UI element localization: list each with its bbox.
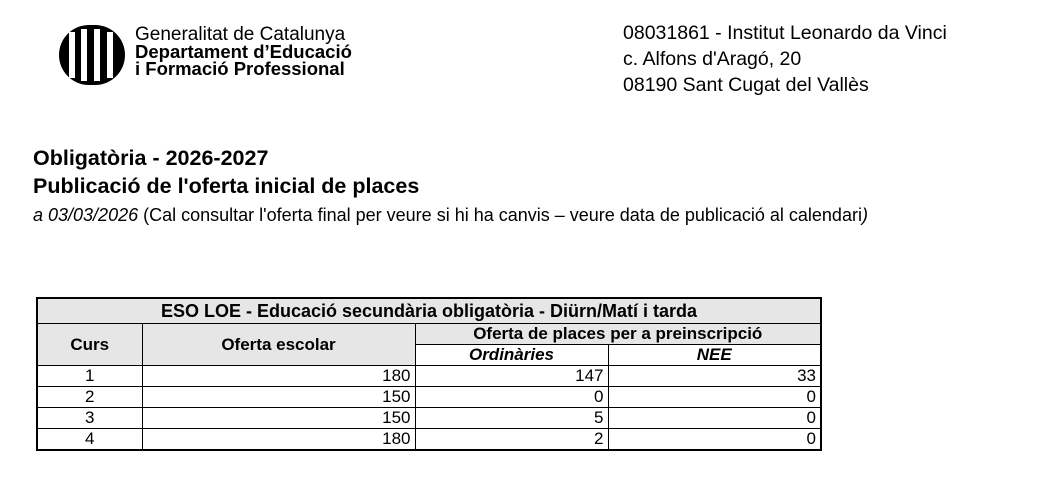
cell-oferta: 180 (142, 366, 415, 387)
cell-curs: 4 (37, 429, 142, 451)
page-subtitle: Publicació de l'oferta inicial de places (33, 174, 420, 198)
cell-nee: 33 (608, 366, 821, 387)
department-line-3: i Formació Professional (135, 58, 345, 79)
col-ordinaries-header: Ordinàries (415, 345, 608, 366)
table-row (37, 387, 821, 408)
table-title: ESO LOE - Educació secundària obligatòria - Diürn/Matí i tarda (37, 298, 821, 324)
generalitat-logo-icon (58, 24, 126, 86)
cell-nee: 0 (608, 408, 821, 429)
cell-nee: 0 (608, 387, 821, 408)
cell-oferta: 150 (142, 408, 415, 429)
col-group-header: Oferta de places per a preinscripció (415, 324, 821, 345)
col-nee-header: NEE (608, 345, 821, 366)
note-open: ( (138, 205, 150, 225)
cell-curs: 2 (37, 387, 142, 408)
cell-nee: 0 (608, 429, 821, 451)
document-titles (33, 144, 868, 230)
cell-ordinaries: 2 (415, 429, 608, 451)
school-city: 08190 Sant Cugat del Vallès (623, 74, 869, 96)
school-name: 08031861 - Institut Leonardo da Vinci (623, 22, 947, 44)
cell-curs: 1 (37, 366, 142, 387)
note-text: Cal consultar l'oferta final per veure si hi ha canvis – veure data de publicació al calendari (149, 205, 862, 225)
col-curs-header: Curs (37, 324, 142, 366)
school-street: c. Alfons d'Aragó, 20 (623, 48, 802, 70)
department-line-2: Departament d’Educació (135, 41, 352, 62)
department-line-1: Generalitat de Catalunya (135, 24, 346, 45)
note-close: ) (861, 205, 868, 225)
col-oferta-header: Oferta escolar (142, 324, 415, 366)
cell-curs: 3 (37, 408, 142, 429)
school-address (623, 20, 947, 98)
cell-ordinaries: 147 (415, 366, 608, 387)
cell-oferta: 180 (142, 429, 415, 451)
cell-oferta: 150 (142, 387, 415, 408)
table-row (37, 429, 821, 451)
page-title: Obligatòria - 2026-2027 (33, 146, 269, 170)
table-row (37, 366, 821, 387)
publication-date: a 03/03/2026 (33, 205, 139, 225)
cell-ordinaries: 0 (415, 387, 608, 408)
department-name (135, 26, 352, 77)
table-row (37, 408, 821, 429)
publication-note (33, 200, 868, 230)
cell-ordinaries: 5 (415, 408, 608, 429)
offer-table (36, 297, 822, 451)
